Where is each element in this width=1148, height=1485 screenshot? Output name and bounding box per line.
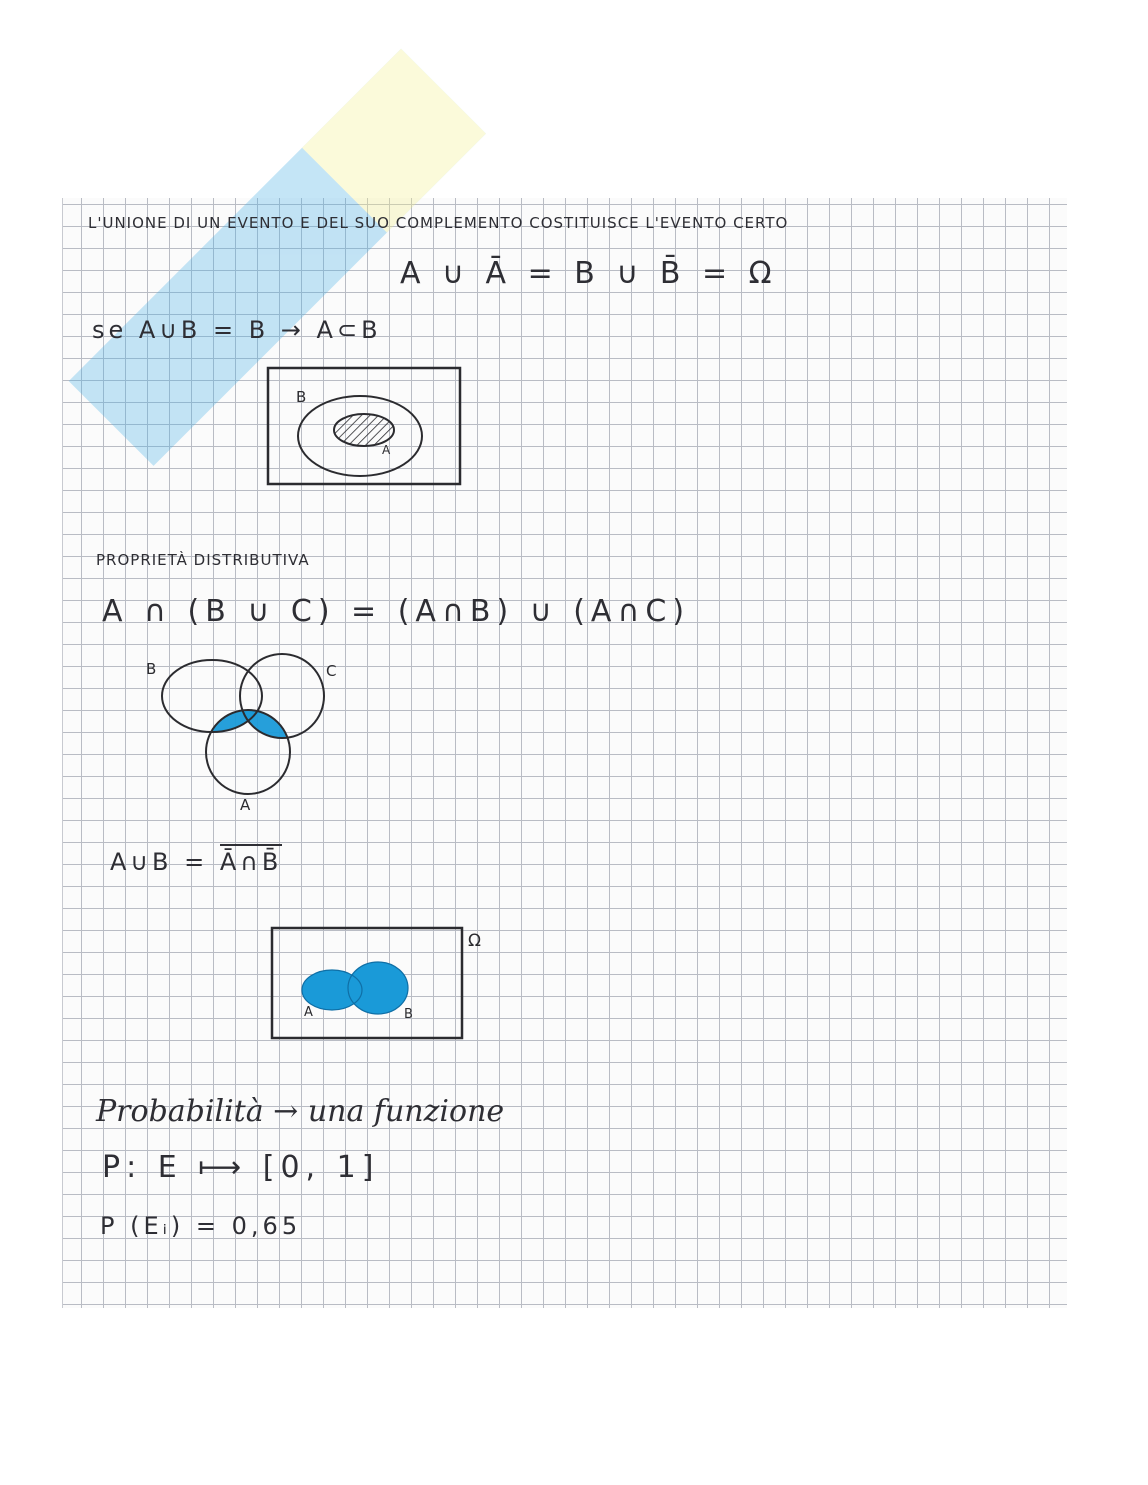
- distributive-equation: A ∩ (B ∪ C) = (A∩B) ∪ (A∩C): [102, 594, 691, 629]
- set-c-label: C: [326, 662, 337, 680]
- set-a-label: A: [304, 1005, 313, 1020]
- set-b-label: B: [146, 660, 157, 678]
- omega-label: Ω: [468, 931, 481, 951]
- complement-expression: Ā∩B̄: [220, 844, 282, 876]
- set-a-label: A: [240, 796, 251, 814]
- de-morgan-equation-left: [110, 848, 282, 876]
- set-a-label: A: [382, 443, 391, 457]
- probability-mapping: P: E ⟼ [0, 1]: [102, 1150, 380, 1185]
- subset-implication: se A∪B = B → A⊂B: [92, 316, 382, 344]
- union-complement-heading: L'UNIONE DI UN EVENTO E DEL SUO COMPLEMENTO COSTITUISCE L'EVENTO CERTO: [88, 214, 789, 232]
- set-b-label: B: [296, 388, 307, 406]
- probability-title: Probabilità → una funzione: [96, 1094, 505, 1129]
- subset-venn-diagram: [266, 366, 466, 488]
- set-b-label: B: [404, 1007, 413, 1022]
- de-morgan-venn-diagram: [270, 924, 500, 1042]
- distributive-venn-diagram: [140, 654, 350, 824]
- complement-union-equation: A ∪ Ā = B ∪ B̄ = Ω: [400, 256, 778, 291]
- distributive-property-heading: PROPRIETÀ DISTRIBUTIVA: [96, 551, 310, 569]
- union-expression: A∪B =: [110, 848, 220, 876]
- probability-example: P (Eᵢ) = 0,65: [100, 1212, 302, 1240]
